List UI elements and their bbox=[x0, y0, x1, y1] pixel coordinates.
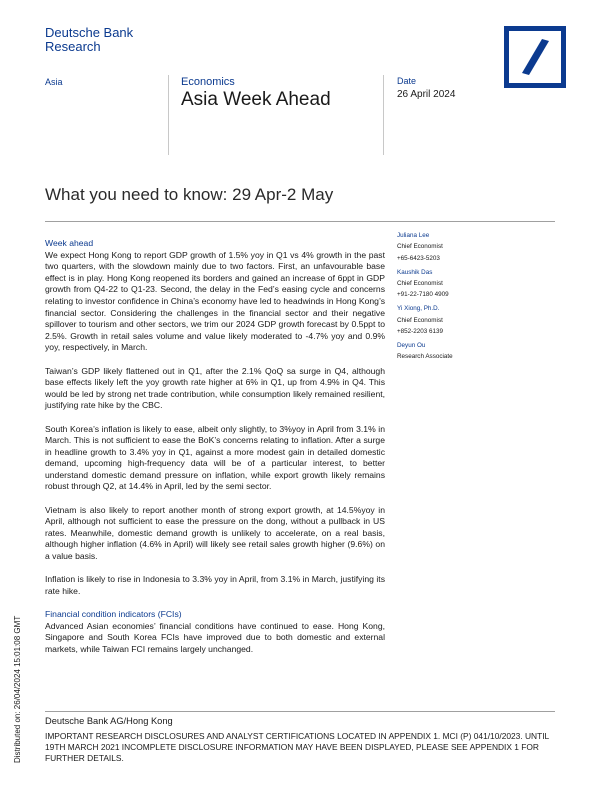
author-block bbox=[397, 267, 557, 301]
brand-line-1: Deutsche Bank bbox=[45, 25, 134, 40]
region-label: Asia bbox=[45, 77, 63, 87]
author-block bbox=[397, 303, 557, 337]
author-name[interactable]: Yi Xiong, Ph.D. bbox=[397, 305, 440, 313]
author-phone: +852-2203 6139 bbox=[397, 328, 444, 336]
paragraph-hong-kong: We expect Hong Kong to report GDP growth of 1.5% yoy in Q1 vs 4% growth in the past two quarters, with the slowdown mainly due to two factors. First, an unfavourable base effect is in play. Hong Kong reopened its borders and gained an increase of 6ppt in GDP growth from Q4-22 to Q1-23. Second, the delay in the Fed’s easing cycle and concerns relating to investor confidence in China’s economy have led to headwinds in Hong Kong’s financial sector. Considering the challenges in the financial sector and their negative spillover to tourism and other sectors, we trim our 2024 GDP growth forecast by 0.5ppt to 2.5%. Growth in retail sales volume and value likely moderated to -4.7% yoy and 0.9% yoy, respectively, in March. bbox=[45, 249, 385, 353]
section-label: Economics bbox=[181, 76, 235, 88]
author-block bbox=[397, 230, 557, 264]
author-name[interactable]: Kaushik Das bbox=[397, 268, 433, 276]
paragraph-taiwan: Taiwan’s GDP likely flattened out in Q1, after the 2.1% QoQ sa surge in Q4, although base effects likely left the yoy growth rate higher at 6% in Q1, up from 4.9% in Q4. This would be led by strong net trade contribution, while consumption likely remained resilient, justifying rate hike by the CBC. bbox=[45, 365, 385, 411]
section-heading-fci: Financial condition indicators (FCIs) bbox=[45, 609, 182, 619]
author-role: Chief Economist bbox=[397, 243, 443, 251]
paragraph-vietnam: Vietnam is also likely to report another month of strong export growth, at 14.5%yoy in April, although not sufficient to ease the pressure on the dong, without a pullback in US rates. Meanwhile, domestic demand growth is unlikely to accelerate, on a real basis, although higher inflation (4.6% in April) will likely see retail sales growth higher (9.6%) on a value basis. bbox=[45, 504, 385, 562]
paragraph-fci: Advanced Asian economies’ financial conditions have continued to ease. Hong Kong, Singapore and South Korea FCIs have improved due to both domestic and external markets, while Taiwan FCI remains largely unchanged. bbox=[45, 620, 385, 654]
author-name[interactable]: Juliana Lee bbox=[397, 232, 430, 239]
author-role: Chief Economist bbox=[397, 280, 443, 288]
header-divider-1 bbox=[168, 75, 169, 155]
page-headline: What you need to know: 29 Apr-2 May bbox=[45, 185, 334, 204]
distribution-stamp: Distributed on: 26/04/2024 15:01:08 GMT bbox=[13, 615, 22, 763]
footer-entity: Deutsche Bank AG/Hong Kong bbox=[45, 716, 173, 726]
authors-sidebar bbox=[397, 230, 557, 365]
deutsche-bank-logo-icon bbox=[504, 26, 566, 88]
paragraph-south-korea: South Korea’s inflation is likely to ease, albeit only slightly, to 3%yoy in April from 3.1% in March. This is not sufficient to ease the BoK’s concerns relating to inflation. After a surge in headline growth to 3.4% yoy in Q1, against a more modest gain in detailed domestic demand, upcoming high-frequency data will be of a particular interest, to better understand domestic demand pressure on inflation, while export growth likely remains robust through Q2, at 14.4% in April, led by the semi sector. bbox=[45, 423, 385, 492]
logo-slash-icon bbox=[509, 31, 561, 83]
headline-rule bbox=[45, 221, 555, 222]
document-title: Asia Week Ahead bbox=[181, 89, 331, 110]
footer-disclosure: IMPORTANT RESEARCH DISCLOSURES AND ANALYST CERTIFICATIONS LOCATED IN APPENDIX 1. MCI (P) 041/10/2023. UNTIL 19TH MARCH 2021 INCOMPLETE DISCLOSURE INFORMATION MAY HAVE BEEN DISPLAYED, PLEASE SEE APPENDIX 1 FOR FURTHER DETAILS. bbox=[45, 731, 549, 764]
date-value: 26 April 2024 bbox=[397, 89, 456, 100]
author-role: Chief Economist bbox=[397, 316, 443, 324]
section-heading-week-ahead: Week ahead bbox=[45, 238, 94, 248]
author-role: Research Associate bbox=[397, 353, 453, 361]
brand-wordmark bbox=[45, 26, 133, 54]
author-phone: +91-22-7180 4909 bbox=[397, 291, 449, 299]
footer-rule bbox=[45, 711, 555, 712]
main-body bbox=[45, 238, 385, 667]
author-block bbox=[397, 340, 557, 363]
paragraph-indonesia: Inflation is likely to rise in Indonesia to 3.3% yoy in April, from 3.1% in March, justifying its rate hike. bbox=[45, 574, 385, 596]
date-label: Date bbox=[397, 76, 417, 86]
brand-line-2: Research bbox=[45, 39, 101, 54]
author-phone: +65-6423-5203 bbox=[397, 254, 440, 262]
author-name[interactable]: Deyun Ou bbox=[397, 341, 426, 349]
header-divider-2 bbox=[383, 75, 384, 155]
